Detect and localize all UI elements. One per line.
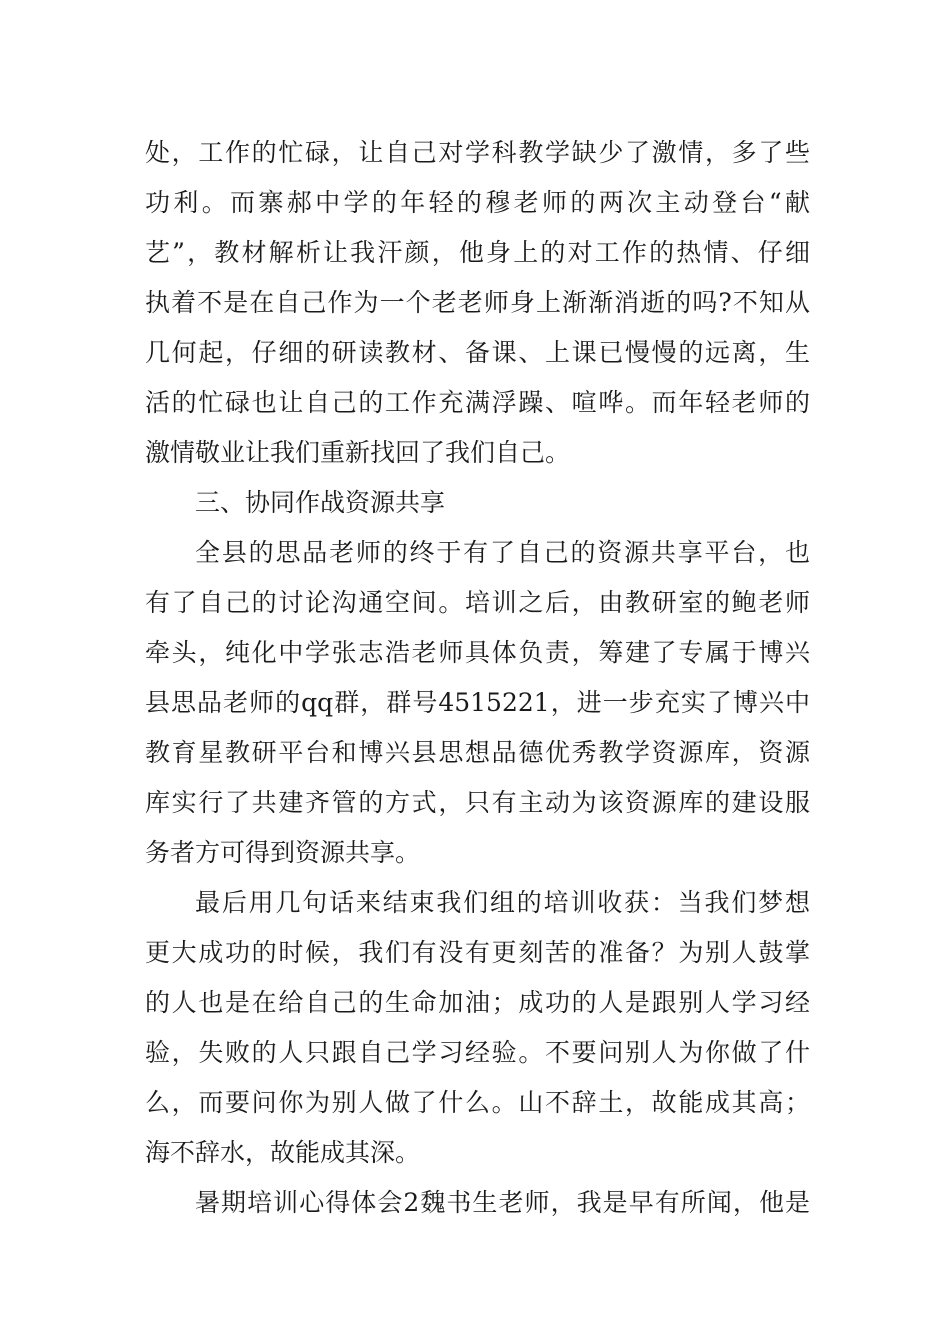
text-line: 艺”，教材解析让我汗颜，他身上的对工作的热情、仔细 (145, 238, 810, 267)
text-line: 库实行了共建齐管的方式，只有主动为该资源库的建设服 (145, 788, 810, 817)
text-line: 更大成功的时候，我们有没有更刻苦的准备？为别人鼓掌 (145, 938, 810, 967)
text-line: 执着不是在自己作为一个老老师身上渐渐消逝的吗?不知从 (145, 288, 810, 317)
text-line: 么，而要问你为别人做了什么。山不辞土，故能成其高； (145, 1088, 810, 1117)
text-line: 功利。而寨郝中学的年轻的穆老师的两次主动登台“献 (145, 188, 810, 217)
text-line: 的人也是在给自己的生命加油；成功的人是跟别人学习经 (145, 988, 810, 1017)
text-line: 教育星教研平台和博兴县思想品德优秀教学资源库，资源 (145, 738, 810, 767)
text-line: 几何起，仔细的研读教材、备课、上课已慢慢的远离，生 (145, 338, 810, 367)
text-line: 最后用几句话来结束我们组的培训收获：当我们梦想 (195, 888, 810, 917)
text-line: 牵头，纯化中学张志浩老师具体负责，筹建了专属于博兴 (145, 638, 810, 667)
text-line: 有了自己的讨论沟通空间。培训之后，由教研室的鲍老师 (145, 588, 810, 617)
text-line: 激情敬业让我们重新找回了我们自己。 (145, 438, 571, 467)
text-line: 务者方可得到资源共享。 (145, 838, 421, 867)
text-line: 处，工作的忙碌，让自己对学科教学缺少了激情，多了些 (145, 138, 810, 167)
text-line: 验，失败的人只跟自己学习经验。不要问别人为你做了什 (145, 1038, 810, 1067)
text-line: 县思品老师的qq群，群号4515221，进一步充实了博兴中 (145, 688, 810, 717)
body-text (145, 128, 810, 1228)
text-line: 海不辞水，故能成其深。 (145, 1138, 421, 1167)
text-line: 活的忙碌也让自己的工作充满浮躁、喧哗。而年轻老师的 (145, 388, 810, 417)
text-line: 全县的思品老师的终于有了自己的资源共享平台，也 (195, 538, 810, 567)
text-line: 暑期培训心得体会2魏书生老师，我是早有所闻，他是 (195, 1188, 810, 1217)
section-heading: 三、协同作战资源共享 (195, 488, 446, 517)
